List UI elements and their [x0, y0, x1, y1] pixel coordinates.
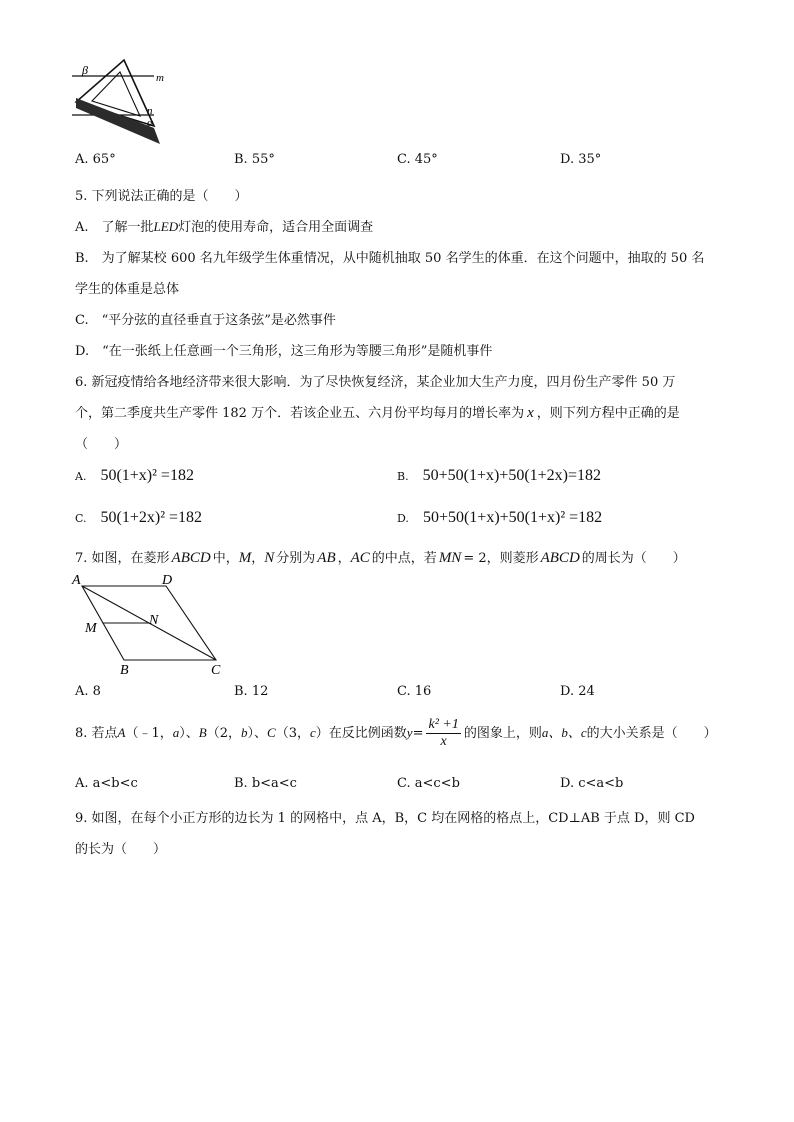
q4-option-c[interactable]: C. 45°: [397, 152, 438, 167]
q5-option-c[interactable]: C. “平分弦的直径垂直于这条弦”是必然事件: [75, 313, 336, 328]
q6-option-b-expr: 50+50(1+x)+50(1+2x)=182: [422, 467, 602, 484]
q5-a-em: LED: [153, 219, 179, 234]
q7-p8: 的周长为（ ）: [581, 551, 686, 566]
q5-option-b-line1[interactable]: B. 为了解某校 600 名九年级学生体重情况，从中随机抽取 50 名学生的体重．在这个问题中，抽取的 50 名: [75, 251, 705, 266]
fig-label-b: B: [120, 663, 129, 678]
q6-option-d-expr: 50+50(1+x)+50(1+x)² =182: [422, 509, 603, 526]
q7-p1: 7. 如图，在菱形: [75, 551, 170, 566]
q8-option-c[interactable]: C. a<c<b: [397, 776, 460, 791]
q7-v5: AC: [350, 550, 370, 566]
q6-line3: （ ）: [75, 437, 128, 452]
q8-p6: （3，: [275, 726, 310, 741]
fig-label-d: D: [162, 573, 173, 588]
q7-option-d[interactable]: D. 24: [560, 684, 595, 699]
q7-option-b[interactable]: B. 12: [234, 684, 269, 699]
q5-option-d[interactable]: D. “在一张纸上任意画一个三角形，这三角形为等腰三角形”是随机事件: [75, 344, 493, 359]
q7-v3: N: [264, 550, 275, 566]
q8-p8: 的图象上，则: [463, 726, 542, 741]
label-m: m: [156, 72, 164, 84]
q8-p1: 8. 若点: [75, 726, 118, 741]
q8-p3: ）、: [179, 726, 199, 741]
q6-var-x: x: [527, 405, 534, 421]
fig-label-n: N: [149, 613, 159, 628]
q5-option-b-line2: 学生的体重是总体: [75, 282, 180, 297]
q7-p5: ，: [337, 551, 351, 566]
q8-option-b[interactable]: B. b<a<c: [234, 776, 297, 791]
q8-p2: （﹣1，: [125, 726, 173, 741]
q9-line2: 的长为（ ）: [75, 842, 167, 857]
q7-v4: AB: [317, 550, 336, 566]
q4-option-b[interactable]: B. 55°: [234, 152, 275, 167]
q8-p4: （2，: [206, 726, 242, 741]
q6-line2-pre: 个，第二季度共生产零件 182 万个．若该企业五、六月份平均每月的增长率为: [75, 406, 525, 421]
fig-label-c: C: [211, 663, 221, 678]
q6-option-a-label: A.: [75, 470, 87, 483]
q5-option-a[interactable]: [75, 216, 373, 235]
label-alpha: α: [147, 117, 153, 129]
q6-option-a-expr: 50(1+x)² =182: [100, 467, 194, 484]
q6-option-a[interactable]: [75, 467, 194, 485]
q6-line2: [75, 402, 680, 422]
q5-stem: 5. 下列说法正确的是（ ）: [75, 189, 248, 204]
q6-line1: 6. 新冠疫情给各地经济带来很大影响．为了尽快恢复经济，某企业加大生产力度，四月份生产零件 50 万: [75, 375, 676, 390]
q8-eq: =: [412, 726, 424, 741]
q7-v7: ABCD: [540, 550, 580, 566]
q6-option-d[interactable]: [397, 509, 602, 527]
q8-fraction: [426, 717, 460, 750]
q6-option-d-label: D.: [397, 512, 409, 525]
q5-a-post: 灯泡的使用寿命，适合用全面调查: [178, 220, 374, 235]
label-n: n: [147, 105, 153, 117]
q7-p2: 中，: [212, 551, 239, 566]
q7-p7: = 2，则菱形: [463, 551, 539, 566]
q6-option-c-expr: 50(1+2x)² =182: [100, 509, 203, 526]
q7-p4: 分别为: [276, 551, 316, 566]
q4-option-d[interactable]: D. 35°: [560, 152, 602, 167]
q8-numerator: k² +1: [428, 717, 459, 732]
q8-option-a[interactable]: A. a<b<c: [75, 776, 138, 791]
q4-figure: [68, 58, 168, 150]
q8-a: a: [172, 725, 180, 740]
q7-p6: 的中点，若: [371, 551, 437, 566]
q7-option-a[interactable]: A. 8: [75, 684, 101, 699]
q5-a-pre: A. 了解一批: [75, 220, 154, 235]
q4-option-a[interactable]: A. 65°: [75, 152, 116, 167]
q7-stem: [75, 547, 686, 567]
label-beta: β: [82, 63, 88, 77]
q7-v6: MN: [438, 550, 462, 566]
q6-line2-post: ，则下列方程中正确的是: [536, 406, 680, 421]
q7-option-c[interactable]: C. 16: [397, 684, 432, 699]
q8-option-d[interactable]: D. c<a<b: [560, 776, 624, 791]
q6-option-c[interactable]: [75, 509, 202, 527]
q7-v2: M: [238, 550, 252, 566]
q7-p3: ，: [251, 551, 265, 566]
q6-option-b-label: B.: [397, 470, 409, 483]
q8-A: A: [117, 725, 126, 740]
q8-denominator: x: [440, 734, 447, 749]
q8-c: c: [310, 725, 316, 740]
q6-option-c-label: C.: [75, 512, 87, 525]
q6-option-b[interactable]: [397, 467, 601, 485]
q7-v1: ABCD: [171, 550, 211, 566]
q8-stem: [75, 717, 717, 750]
q8-y: y: [406, 725, 413, 740]
q8-p5: ）、: [247, 726, 268, 741]
q8-C: C: [267, 725, 276, 740]
q8-vars: a、b、c: [541, 725, 587, 740]
q7-rhombus-figure: [70, 568, 240, 680]
fig-label-m: M: [85, 621, 97, 636]
q9-line1: 9. 如图，在每个小正方形的边长为 1 的网格中，点 A，B，C 均在网格的格点上，CD⊥AB 于点 D，则 CD: [75, 811, 695, 826]
q8-b: b: [241, 725, 248, 740]
fig-label-a: A: [72, 573, 81, 588]
q8-p7: ）在反比例函数: [315, 726, 407, 741]
q8-p9: 的大小关系是（ ）: [586, 726, 717, 741]
q8-B: B: [198, 725, 207, 740]
